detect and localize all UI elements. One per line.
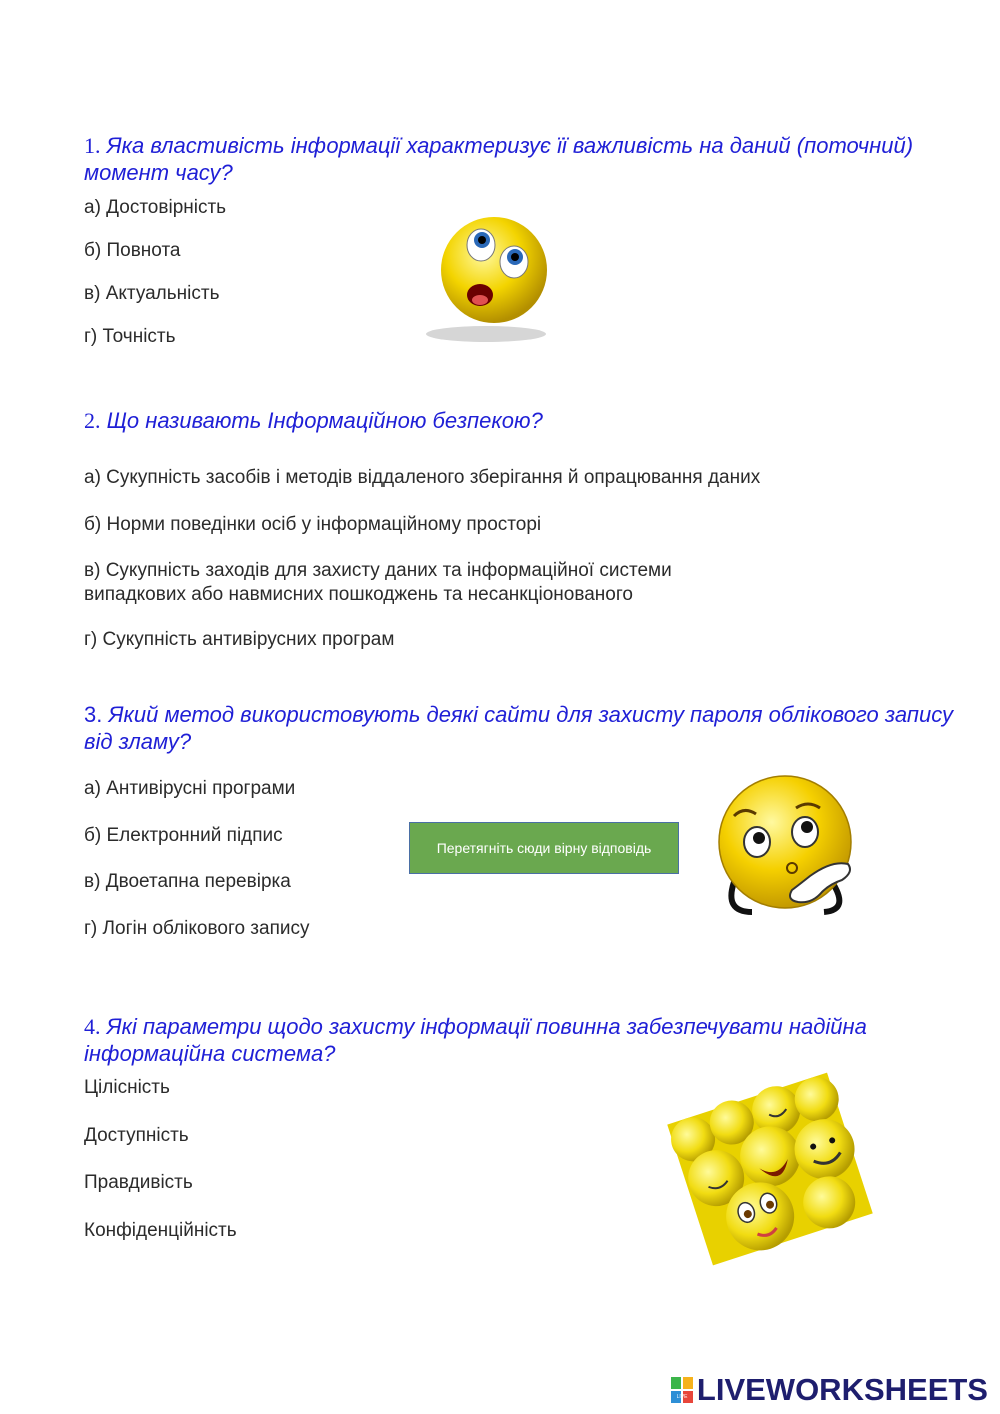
option-1c[interactable]: в) Актуальність [84,283,220,304]
question-number: 4. [84,1014,101,1039]
logo-badge-text: LIVE [676,1394,688,1400]
option-2d[interactable]: г) Сукупність антивірусних програм [84,629,395,650]
option-4d[interactable]: Конфіденційність [84,1220,237,1241]
question-text: Що називають Інформаційною безпекою? [106,408,543,433]
question-number: 1. [84,133,101,158]
option-4b[interactable]: Доступність [84,1125,189,1146]
emoji-crowd-image [665,1072,875,1267]
question-text: Які параметри щодо захисту інформації повинна забезпечувати надійна інформаційна система? [84,1014,867,1066]
option-2b[interactable]: б) Норми поведінки осіб у інформаційному просторі [84,514,542,535]
question-number: 3. [84,702,103,727]
logo-grid-icon [671,1377,693,1403]
option-1d[interactable]: г) Точність [84,326,176,347]
option-1a[interactable]: а) Достовірність [84,197,227,218]
option-3c[interactable]: в) Двоетапна перевірка [84,871,291,892]
question-text: Яка властивість інформації характеризує її важливість на даний (поточний) момент часу? [84,133,914,185]
option-3d[interactable]: г) Логін облікового запису [84,918,310,939]
option-2c-continued[interactable]: випадкових або навмисних пошкоджень та несанкціонованого [84,584,633,605]
option-1b[interactable]: б) Повнота [84,240,181,261]
question-4-title [84,1013,964,1067]
question-text: Який метод використовують деякі сайти для захисту пароля облікового запису від зламу? [84,702,953,754]
option-3b[interactable]: б) Електронний підпис [84,825,283,846]
surprised-emoji-image [418,212,558,352]
option-2a[interactable]: а) Сукупність засобів і методів віддаленого зберігання й опрацювання даних [84,467,761,488]
question-2-title [84,407,964,434]
answer-drop-zone[interactable]: Перетягніть сюди вірну відповідь [409,822,679,874]
option-4c[interactable]: Правдивість [84,1172,193,1193]
logo-text: LIVEWORKSHEETS [696,1372,988,1407]
question-3-title [84,701,964,755]
option-2c[interactable]: в) Сукупність заходів для захисту даних та інформаційної системи [84,560,672,581]
option-4a[interactable]: Цілісність [84,1077,170,1098]
question-number: 2. [84,408,101,433]
option-3a[interactable]: а) Антивірусні програми [84,778,296,799]
liveworksheets-logo [671,1374,988,1406]
question-1-title [84,132,964,186]
thinking-emoji-image [712,772,862,924]
